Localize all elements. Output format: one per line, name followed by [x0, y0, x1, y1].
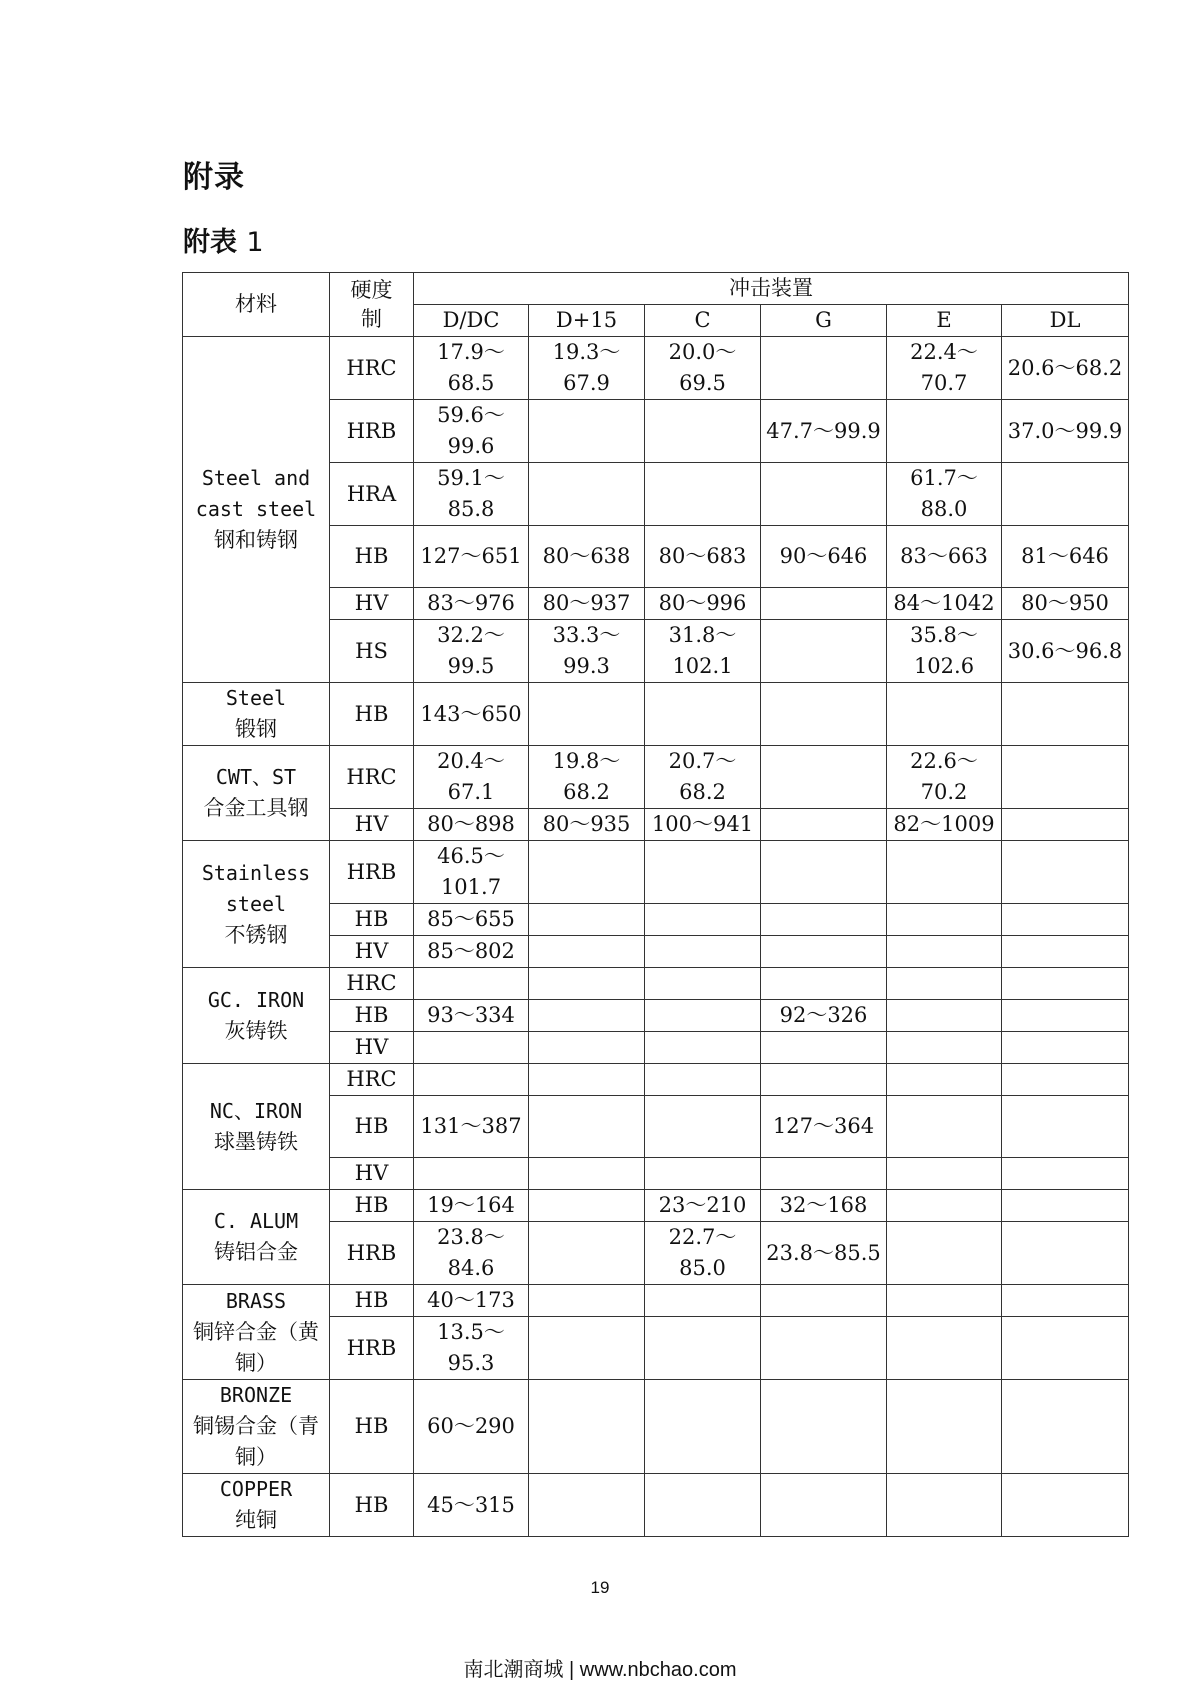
value-cell-g: 90～646 [761, 526, 887, 588]
value-cell-d15 [529, 1158, 645, 1190]
value-cell-g [761, 1064, 887, 1096]
appendix-heading: 附录 [183, 160, 245, 195]
value-cell-e [887, 1285, 1002, 1317]
hardness-scale-cell: HB [330, 1285, 414, 1317]
value-cell-e: 35.8～102.6 [887, 620, 1002, 683]
value-cell-e: 22.4～70.7 [887, 337, 1002, 400]
value-cell-dl: 81～646 [1002, 526, 1129, 588]
hardness-scale-cell: HRB [330, 1222, 414, 1285]
material-cell-gray-cast-iron [183, 968, 330, 1064]
value-cell-d-dc: 32.2～99.5 [414, 620, 529, 683]
value-cell-c [645, 1064, 761, 1096]
value-cell-dl: 80～950 [1002, 588, 1129, 620]
value-cell-e [887, 1158, 1002, 1190]
value-cell-c: 22.7～85.0 [645, 1222, 761, 1285]
table-row [183, 1064, 1129, 1096]
value-cell-dl [1002, 809, 1129, 841]
value-cell-e: 82～1009 [887, 809, 1002, 841]
value-cell-d15: 80～638 [529, 526, 645, 588]
value-cell-d15 [529, 463, 645, 526]
material-name-en: NC、IRON [209, 1098, 303, 1123]
value-cell-g [761, 1158, 887, 1190]
value-cell-d15 [529, 1380, 645, 1474]
hardness-scale-cell: HV [330, 1158, 414, 1190]
material-cell-nodular-cast-iron [183, 1064, 330, 1190]
value-cell-e [887, 936, 1002, 968]
table-caption-number: 1 [246, 227, 264, 258]
value-cell-g [761, 1380, 887, 1474]
value-cell-g [761, 1285, 887, 1317]
hardness-scale-cell: HV [330, 936, 414, 968]
value-cell-g [761, 841, 887, 904]
table-row [183, 1474, 1129, 1537]
value-cell-c [645, 400, 761, 463]
value-cell-d15 [529, 1190, 645, 1222]
value-cell-d-dc [414, 968, 529, 1000]
value-cell-d-dc: 45～315 [414, 1474, 529, 1537]
table-row [183, 1285, 1129, 1317]
header-device-e: E [887, 305, 1002, 337]
value-cell-d15 [529, 1032, 645, 1064]
value-cell-g [761, 1474, 887, 1537]
hardness-conversion-table [182, 272, 1129, 1537]
value-cell-d-dc: 13.5～95.3 [414, 1317, 529, 1380]
value-cell-d-dc: 59.1～85.8 [414, 463, 529, 526]
value-cell-g [761, 337, 887, 400]
value-cell-c [645, 1000, 761, 1032]
value-cell-dl [1002, 968, 1129, 1000]
material-name-cn: 合金工具钢 [203, 796, 309, 820]
hardness-scale-cell: HRC [330, 337, 414, 400]
value-cell-d-dc: 143～650 [414, 683, 529, 746]
value-cell-e [887, 1000, 1002, 1032]
value-cell-d-dc: 19～164 [414, 1190, 529, 1222]
material-name-en: GC. IRON [207, 987, 305, 1012]
material-cell-steel-cast-steel [183, 337, 330, 683]
value-cell-dl [1002, 1158, 1129, 1190]
value-cell-e [887, 683, 1002, 746]
hardness-scale-cell: HRC [330, 968, 414, 1000]
value-cell-c: 80～683 [645, 526, 761, 588]
value-cell-g [761, 904, 887, 936]
value-cell-dl [1002, 1285, 1129, 1317]
header-material: 材料 [183, 273, 330, 337]
value-cell-d-dc [414, 1032, 529, 1064]
value-cell-dl [1002, 463, 1129, 526]
value-cell-d-dc: 23.8～84.6 [414, 1222, 529, 1285]
value-cell-d-dc: 40～173 [414, 1285, 529, 1317]
value-cell-dl [1002, 1380, 1129, 1474]
value-cell-c [645, 683, 761, 746]
value-cell-d15: 80～937 [529, 588, 645, 620]
value-cell-dl [1002, 1032, 1129, 1064]
value-cell-g: 47.7～99.9 [761, 400, 887, 463]
hardness-scale-cell: HB [330, 526, 414, 588]
value-cell-c [645, 1032, 761, 1064]
value-cell-c [645, 1096, 761, 1158]
value-cell-dl [1002, 683, 1129, 746]
value-cell-d-dc: 80～898 [414, 809, 529, 841]
value-cell-g [761, 809, 887, 841]
value-cell-dl: 37.0～99.9 [1002, 400, 1129, 463]
material-cell-forged-steel [183, 683, 330, 746]
value-cell-c: 80～996 [645, 588, 761, 620]
material-cell-brass [183, 1285, 330, 1380]
value-cell-d-dc: 59.6～99.6 [414, 400, 529, 463]
value-cell-d-dc: 17.9～68.5 [414, 337, 529, 400]
value-cell-g [761, 746, 887, 809]
value-cell-c [645, 968, 761, 1000]
value-cell-d-dc: 60～290 [414, 1380, 529, 1474]
value-cell-dl [1002, 1096, 1129, 1158]
value-cell-e [887, 1222, 1002, 1285]
hardness-scale-cell: HRB [330, 1317, 414, 1380]
value-cell-c: 23～210 [645, 1190, 761, 1222]
table-row [183, 337, 1129, 400]
value-cell-g: 32～168 [761, 1190, 887, 1222]
value-cell-c: 20.7～68.2 [645, 746, 761, 809]
material-name-en: BRONZE [219, 1383, 293, 1407]
value-cell-dl: 20.6～68.2 [1002, 337, 1129, 400]
value-cell-c [645, 1158, 761, 1190]
material-name-en: C. ALUM [213, 1209, 299, 1233]
value-cell-c [645, 463, 761, 526]
value-cell-d-dc: 93～334 [414, 1000, 529, 1032]
value-cell-e: 22.6～70.2 [887, 746, 1002, 809]
value-cell-d15 [529, 1285, 645, 1317]
material-name-cn: 球墨铸铁 [214, 1129, 298, 1154]
value-cell-e: 84～1042 [887, 588, 1002, 620]
value-cell-c: 31.8～102.1 [645, 620, 761, 683]
value-cell-d15 [529, 1474, 645, 1537]
material-cell-cast-aluminum [183, 1190, 330, 1285]
value-cell-e [887, 1032, 1002, 1064]
hardness-scale-cell: HB [330, 1474, 414, 1537]
value-cell-d15 [529, 683, 645, 746]
material-name-en: Stainless steel [201, 860, 311, 916]
value-cell-d15: 19.3～67.9 [529, 337, 645, 400]
hardness-scale-cell: HV [330, 1032, 414, 1064]
value-cell-dl [1002, 1190, 1129, 1222]
value-cell-e [887, 841, 1002, 904]
material-cell-alloy-tool-steel [183, 746, 330, 841]
value-cell-d-dc: 85～655 [414, 904, 529, 936]
value-cell-d15 [529, 400, 645, 463]
hardness-scale-cell: HRC [330, 1064, 414, 1096]
material-name-cn: 铜锡合金（青铜） [193, 1414, 319, 1469]
value-cell-d-dc: 85～802 [414, 936, 529, 968]
value-cell-d15 [529, 1000, 645, 1032]
value-cell-g [761, 588, 887, 620]
value-cell-e [887, 1380, 1002, 1474]
header-device-c: C [645, 305, 761, 337]
value-cell-dl [1002, 1317, 1129, 1380]
value-cell-g [761, 463, 887, 526]
value-cell-c: 100～941 [645, 809, 761, 841]
value-cell-g [761, 620, 887, 683]
hardness-scale-cell: HRA [330, 463, 414, 526]
header-hardness-scale: 硬度制 [330, 273, 414, 337]
value-cell-c [645, 841, 761, 904]
value-cell-d15 [529, 1096, 645, 1158]
value-cell-dl [1002, 1064, 1129, 1096]
value-cell-e [887, 1317, 1002, 1380]
material-cell-copper [183, 1474, 330, 1537]
value-cell-d15 [529, 1222, 645, 1285]
material-cell-stainless-steel [183, 841, 330, 968]
value-cell-g [761, 1032, 887, 1064]
table-caption [183, 220, 264, 259]
value-cell-c [645, 1474, 761, 1537]
table-row [183, 683, 1129, 746]
value-cell-e [887, 400, 1002, 463]
table-row [183, 841, 1129, 904]
material-name-cn: 灰铸铁 [224, 1018, 288, 1043]
material-name-en: COPPER [219, 1477, 293, 1501]
material-name-cn: 铸铝合金 [214, 1240, 298, 1264]
value-cell-d15 [529, 936, 645, 968]
value-cell-c [645, 936, 761, 968]
material-name-en: CWT、ST [215, 765, 297, 789]
table-caption-label: 附表 [183, 227, 237, 258]
table-row [183, 746, 1129, 809]
value-cell-d-dc [414, 1158, 529, 1190]
value-cell-dl [1002, 1474, 1129, 1537]
value-cell-dl: 30.6～96.8 [1002, 620, 1129, 683]
table-row [183, 1380, 1129, 1474]
value-cell-d-dc: 20.4～67.1 [414, 746, 529, 809]
value-cell-d15: 19.8～68.2 [529, 746, 645, 809]
material-name-cn: 不锈钢 [224, 922, 288, 947]
value-cell-c [645, 1285, 761, 1317]
value-cell-g [761, 968, 887, 1000]
header-impact-device: 冲击装置 [414, 273, 1129, 305]
material-name-cn: 锻钢 [235, 717, 277, 741]
hardness-scale-cell: HB [330, 1190, 414, 1222]
value-cell-d-dc: 83～976 [414, 588, 529, 620]
hardness-scale-cell: HRB [330, 841, 414, 904]
hardness-scale-cell: HRC [330, 746, 414, 809]
material-name-en: Steel and cast steel [195, 466, 317, 521]
value-cell-dl [1002, 746, 1129, 809]
header-device-g: G [761, 305, 887, 337]
value-cell-e [887, 1064, 1002, 1096]
material-name-cn: 钢和铸钢 [214, 528, 298, 552]
material-name-en: Steel [225, 686, 287, 710]
value-cell-e: 61.7～88.0 [887, 463, 1002, 526]
header-row-1 [183, 273, 1129, 305]
value-cell-d15 [529, 904, 645, 936]
value-cell-dl [1002, 936, 1129, 968]
value-cell-d15: 33.3～99.3 [529, 620, 645, 683]
value-cell-d15 [529, 1064, 645, 1096]
value-cell-g: 23.8～85.5 [761, 1222, 887, 1285]
value-cell-d-dc [414, 1064, 529, 1096]
value-cell-e: 83～663 [887, 526, 1002, 588]
value-cell-d15: 80～935 [529, 809, 645, 841]
material-name-cn: 铜锌合金（黄铜） [193, 1319, 319, 1375]
value-cell-g: 92～326 [761, 1000, 887, 1032]
value-cell-g [761, 936, 887, 968]
value-cell-e [887, 904, 1002, 936]
value-cell-d-dc: 127～651 [414, 526, 529, 588]
hardness-scale-cell: HB [330, 683, 414, 746]
material-name-en: BRASS [225, 1288, 287, 1313]
hardness-scale-cell: HB [330, 904, 414, 936]
header-device-dl: DL [1002, 305, 1129, 337]
value-cell-dl [1002, 1000, 1129, 1032]
value-cell-c: 20.0～69.5 [645, 337, 761, 400]
hardness-scale-cell: HB [330, 1380, 414, 1474]
value-cell-d15 [529, 1317, 645, 1380]
header-device-d15: D+15 [529, 305, 645, 337]
value-cell-e [887, 968, 1002, 1000]
hardness-scale-cell: HS [330, 620, 414, 683]
value-cell-dl [1002, 904, 1129, 936]
table-row [183, 968, 1129, 1000]
hardness-scale-cell: HRB [330, 400, 414, 463]
value-cell-e [887, 1096, 1002, 1158]
hardness-scale-cell: HB [330, 1096, 414, 1158]
value-cell-dl [1002, 1222, 1129, 1285]
value-cell-g: 127～364 [761, 1096, 887, 1158]
hardness-scale-cell: HV [330, 809, 414, 841]
value-cell-d15 [529, 841, 645, 904]
site-footer: 南北潮商城 | www.nbchao.com [463, 1659, 737, 1681]
value-cell-c [645, 1380, 761, 1474]
page-number: 19 [590, 1578, 610, 1597]
value-cell-c [645, 1317, 761, 1380]
value-cell-d15 [529, 968, 645, 1000]
value-cell-c [645, 904, 761, 936]
table-row [183, 1190, 1129, 1222]
value-cell-g [761, 1317, 887, 1380]
hardness-scale-cell: HV [330, 588, 414, 620]
header-device-d-dc: D/DC [414, 305, 529, 337]
material-name-cn: 纯铜 [235, 1508, 277, 1532]
value-cell-e [887, 1474, 1002, 1537]
value-cell-g [761, 683, 887, 746]
value-cell-d-dc: 46.5～101.7 [414, 841, 529, 904]
hardness-scale-cell: HB [330, 1000, 414, 1032]
value-cell-dl [1002, 841, 1129, 904]
material-cell-bronze [183, 1380, 330, 1474]
value-cell-d-dc: 131～387 [414, 1096, 529, 1158]
value-cell-e [887, 1190, 1002, 1222]
